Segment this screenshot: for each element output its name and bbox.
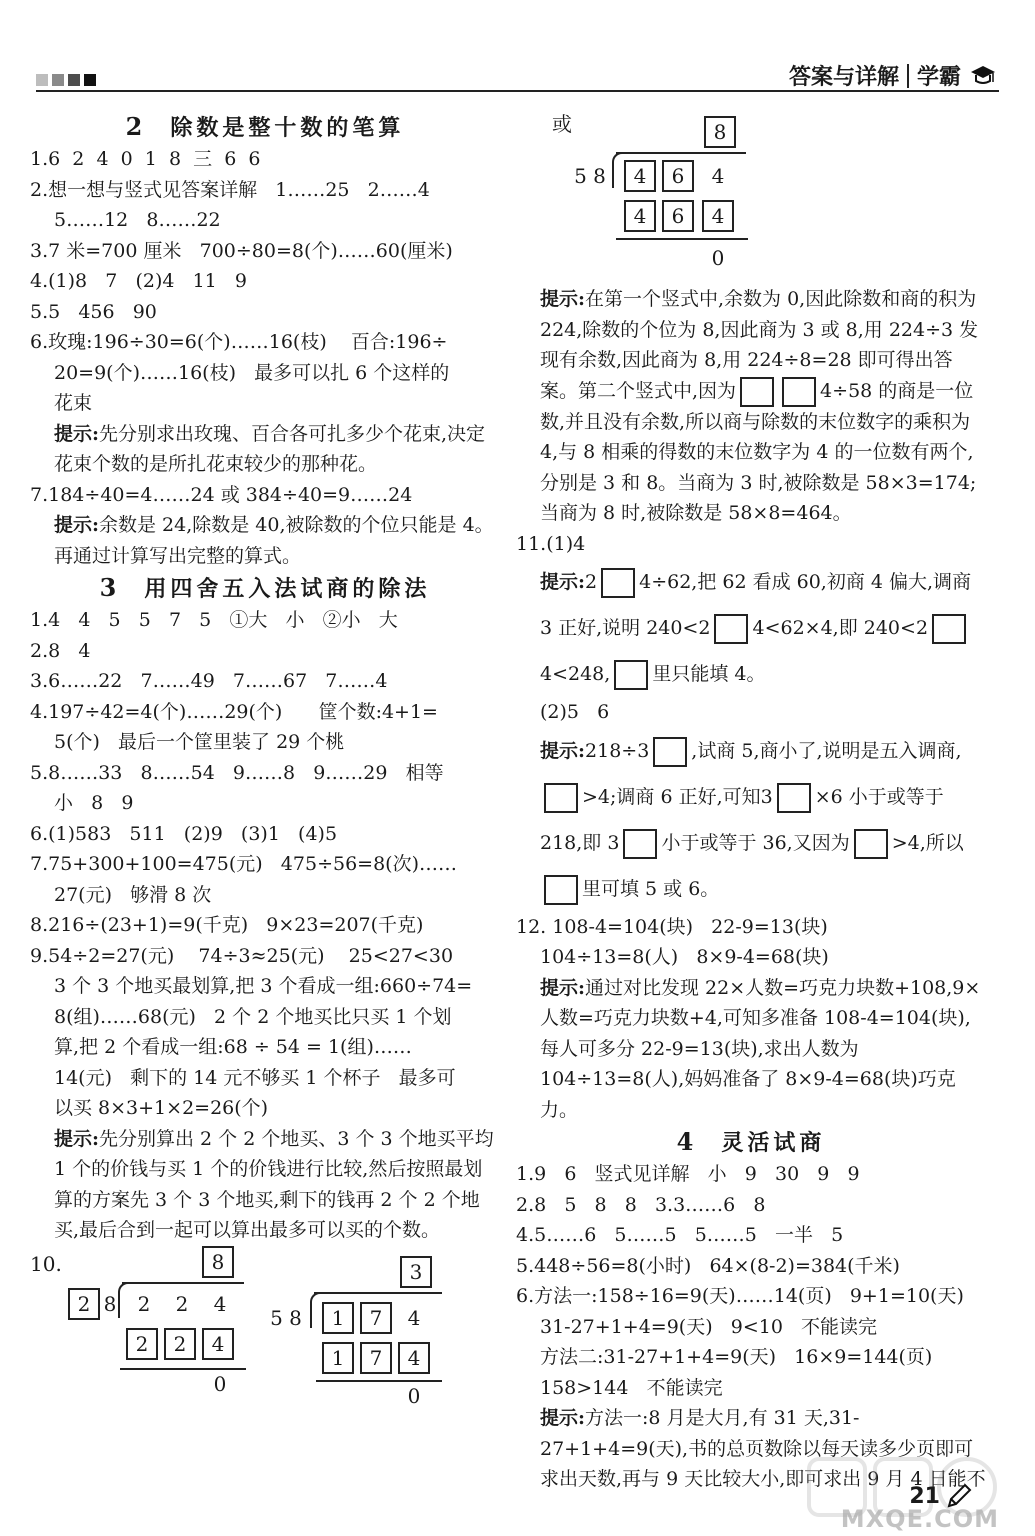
division-bracket xyxy=(310,1292,322,1328)
remainder-digit: 0 xyxy=(213,1371,227,1396)
blank-box xyxy=(714,614,748,644)
product-box: 6 xyxy=(662,200,694,232)
answer-line: 5.448÷56=8(小时) 64×(8-2)=384(千米) xyxy=(516,1254,900,1277)
header-title xyxy=(789,60,995,91)
section-2-title xyxy=(30,110,500,144)
blank-box xyxy=(777,783,811,813)
dividend-digit: 4 xyxy=(407,1305,421,1330)
hint-text: 调商, xyxy=(917,739,962,762)
answer-line: 6.方法一:158÷16=9(天)……14(页) 9+1=10(天) xyxy=(516,1285,964,1307)
section-2-answers xyxy=(30,144,500,571)
section-number: 2 xyxy=(125,112,147,141)
section-title-text: 除数是整十数的笔算 xyxy=(170,115,405,141)
dividend-digit: 2 xyxy=(175,1291,189,1316)
header-brand: 学霸 xyxy=(916,65,961,90)
hint-text: 里只能填 4。 xyxy=(652,663,766,685)
divisor-digits: 5 8 xyxy=(270,1305,302,1330)
hint-text: >4,所以 xyxy=(891,831,964,854)
hint-label: 提示: xyxy=(540,739,586,762)
division-bar xyxy=(122,1282,244,1284)
hint-paragraph-q11-2 xyxy=(516,728,986,912)
hint-text: 或等于 218,即 3 xyxy=(540,785,944,854)
hint-text: 218÷3 xyxy=(585,739,650,762)
division-bracket xyxy=(612,152,624,188)
divisor-digit: 8 xyxy=(103,1291,117,1316)
section-3-title xyxy=(30,571,500,605)
graduation-hat-icon xyxy=(969,64,995,88)
quotient-box: 3 xyxy=(400,1256,432,1288)
hint-label: 提示: xyxy=(540,571,586,593)
blank-box xyxy=(601,568,635,598)
hint-paragraph-q10 xyxy=(516,284,986,529)
hint-text: 方法一:8 月是大月,有 31 天,31-27+1+4=9(天),书的总页数除以每天读多少页即可求出天数,再与 9 天比较大小,即可求出 9 月 4 日能不 xyxy=(540,1407,986,1490)
hint-text: 4<248, xyxy=(540,663,611,685)
hint-label: 提示: xyxy=(54,1127,100,1150)
answer-line: 9.54÷2=27(元) 74÷3≈25(元) 25<27<30 xyxy=(30,944,454,967)
answer-line: 1.9 6 竖式见详解 小 9 30 9 9 xyxy=(516,1163,860,1185)
hint-paragraph-q12 xyxy=(516,973,986,1126)
hint-text: 小于或等于 36,又因为 xyxy=(661,831,850,854)
hint-text: 4<62×4,即 240< xyxy=(752,617,916,639)
header-separator xyxy=(907,64,909,88)
answer-line: 方法二:31-27+1+4=9(天) 16×9=144(页) xyxy=(540,1346,933,1368)
hint-text: 先分别算出 2 个 2 个地买、3 个 3 个地买平均 1 个的价钱与买 1 个的价钱进行比较,然后按照最划算的方案先 3 个 3 个地买,剩下的钱再 2 个 2 个地买,最后合到一起可以算出最多可以买的个数。 xyxy=(54,1127,494,1241)
answer-line: 4.5……6 5……5 5……5 一半 5 xyxy=(516,1224,844,1246)
product-box: 4 xyxy=(624,200,656,232)
right-column xyxy=(516,110,986,1495)
answer-line: 8.216÷(23+1)=9(千克) 9×23=207(千克) xyxy=(30,914,424,936)
answer-line: 2.8 4 xyxy=(30,639,91,662)
hint-text: 先分别求出玫瑰、百合各可扎多少个花束,决定花束个数的是所扎花束较少的那种花。 xyxy=(54,422,486,475)
header-rule xyxy=(36,90,999,92)
or-label: 或 xyxy=(552,112,572,136)
answer-line: 小 8 9 xyxy=(54,792,134,814)
blank-box xyxy=(614,660,648,690)
header-squares xyxy=(36,74,96,86)
alternative-division xyxy=(516,110,986,270)
hint-label: 提示: xyxy=(54,422,100,445)
quotient-box: 8 xyxy=(202,1246,234,1278)
answer-line: 11.(1)4 xyxy=(516,532,586,555)
answer-line: 104÷13=8(人) 8×9-4=68(块) xyxy=(540,946,829,968)
answer-line: 1.4 4 5 5 7 5 ①大 小 ②小 大 xyxy=(30,609,398,631)
hint-paragraph xyxy=(30,419,500,480)
hint-paragraph xyxy=(30,510,500,571)
answer-line: 5(个) 最后一个筐里装了 29 个桃 xyxy=(54,731,345,753)
answer-line: 14(元) 剩下的 14 元不够买 1 个杯子 最多可 xyxy=(54,1066,456,1089)
product-box: 4 xyxy=(398,1342,430,1374)
question-10-divisions xyxy=(30,1246,500,1408)
answer-line: 31-27+1+4=9(天) 9<10 不能读完 xyxy=(540,1315,878,1338)
answer-line: 3.6……22 7……49 7……67 7……4 xyxy=(30,670,388,692)
hint-text: 里可填 5 或 6。 xyxy=(582,877,720,900)
blank-box xyxy=(544,783,578,813)
hint-text: 2 xyxy=(915,617,929,639)
hint-text: 58 的商是一位数,并且没有余数,所以商与除数的末位数字的乘积为 4,与 8 相乘的得数的末位数字为 4 的一位数有两个,分别是 3 和 8。当商为 3 时,被除数是 58×3=174;当商为 8 时,被除数是 58×8=464。 xyxy=(540,379,977,524)
header-square xyxy=(36,74,48,86)
dividend-digit: 4 xyxy=(711,164,725,188)
hint-text: ×6 小于 xyxy=(814,785,887,808)
answer-line: 1.6 2 4 0 1 8 三 6 6 xyxy=(30,148,261,170)
hint-text: 4÷ xyxy=(820,379,849,402)
answer-line: 花束 xyxy=(54,392,93,414)
page-number: 21 xyxy=(909,1484,940,1509)
answer-line: 5……12 8……22 xyxy=(54,209,221,231)
answer-line: 7.184÷40=4……24 或 384÷40=9……24 xyxy=(30,483,413,506)
remainder-digit: 0 xyxy=(407,1383,421,1408)
hint-paragraph xyxy=(30,1124,500,1246)
answer-line: 27(元) 够滑 8 次 xyxy=(54,883,212,906)
hint-label: 提示: xyxy=(54,514,100,536)
hint-text: ,试商 5,商小了,说明是五入 xyxy=(691,739,918,762)
hint-text: 2 xyxy=(585,571,598,593)
dividend-box: 1 xyxy=(322,1302,354,1334)
hint-label: 提示: xyxy=(540,976,586,999)
section-title-text: 灵活试商 xyxy=(721,1130,826,1156)
blank-box xyxy=(653,737,687,767)
hint-text: 商 3 正好,说明 240<2 xyxy=(540,571,972,639)
quotient-box: 8 xyxy=(704,116,736,148)
hint-text: >4;调商 6 正好,可知3 xyxy=(582,785,773,808)
answer-line: 7.75+300+100=475(元) 475÷56=8(次)…… xyxy=(30,853,457,875)
answer-line: 6.(1)583 511 (2)9 (3)1 (4)5 xyxy=(30,822,338,845)
answer-line: 2.想一想与竖式见答案详解 1……25 2……4 xyxy=(30,178,430,201)
hint-text: 4÷62,把 62 看成 60,初商 4 偏大,调 xyxy=(639,571,953,593)
blank-box xyxy=(544,875,578,905)
answer-line: 以买 8×3+1×2=26(个) xyxy=(54,1097,269,1119)
section-number: 3 xyxy=(99,573,121,602)
answer-line: (2)5 6 xyxy=(540,701,610,723)
pencil-icon xyxy=(945,1482,973,1510)
section-4-title xyxy=(516,1125,986,1159)
answer-line: 4.(1)8 7 (2)4 11 9 xyxy=(30,270,247,292)
left-column xyxy=(30,110,500,1408)
product-box: 1 xyxy=(322,1342,354,1374)
blank-box xyxy=(740,377,774,407)
divisor-box: 2 xyxy=(68,1288,100,1320)
product-box: 7 xyxy=(360,1342,392,1374)
header-section-label: 答案与详解 xyxy=(788,65,899,90)
answer-line: 2.8 5 8 8 3.3……6 8 xyxy=(516,1193,766,1216)
answer-line: 5.5 456 90 xyxy=(30,300,157,323)
hint-paragraph-q11-1 xyxy=(516,559,986,697)
dividend-box: 6 xyxy=(662,160,694,192)
answer-line: 6.玫瑰:196÷30=6(个)……16(枝) 百合:196÷ xyxy=(30,331,448,353)
hint-text: 通过对比发现 22×人数=巧克力块数+108,9×人数=巧克力块数+4,可知多准备 108-4=104(块),每人可多分 22-9=13(块),求出人数为 104÷13=8(人),妈妈准备了 8×9-4=68(块)巧克力。 xyxy=(540,976,981,1121)
dividend-box: 4 xyxy=(624,160,656,192)
answer-line: 4.197÷42=4(个)……29(个) 筐个数:4+1= xyxy=(30,700,438,723)
blank-box xyxy=(932,614,966,644)
section-3-answers xyxy=(30,605,500,1246)
answer-line: 12. 108-4=104(块) 22-9=13(块) xyxy=(516,915,828,938)
hint-label: 提示: xyxy=(540,1407,586,1429)
section-title-text: 用四舍五入法试商的除法 xyxy=(144,576,431,602)
remainder-digit: 0 xyxy=(711,246,725,270)
blank-box xyxy=(623,829,657,859)
divisor-digits: 5 8 xyxy=(574,164,606,188)
product-box: 4 xyxy=(202,1328,234,1360)
header-square xyxy=(52,74,64,86)
answer-line: 158>144 不能读完 xyxy=(540,1376,723,1399)
product-box: 2 xyxy=(126,1328,158,1360)
header-square xyxy=(84,74,96,86)
answer-line: 3 个 3 个地买最划算,把 3 个看成一组:660÷74= xyxy=(54,975,473,997)
answer-line: 3.7 米=700 厘米 700÷80=8(个)……60(厘米) xyxy=(30,239,453,262)
answer-line: 算,把 2 个看成一组:68 ÷ 54 = 1(组)…… xyxy=(54,1036,412,1058)
question-label: 10. xyxy=(30,1251,62,1276)
header-square xyxy=(68,74,80,86)
division-bar xyxy=(314,1292,442,1294)
hint-label: 提示: xyxy=(540,288,586,310)
answer-line: 5.8……33 8……54 9……8 9……29 相等 xyxy=(30,761,444,784)
dividend-digit: 2 xyxy=(137,1291,151,1316)
hint-text: 余数是 24,除数是 40,被除数的个位只能是 4。再通过计算写出完整的算式。 xyxy=(54,514,494,567)
product-box: 4 xyxy=(702,200,734,232)
watermark-text: MXQE.COM xyxy=(840,1505,999,1533)
section-number: 4 xyxy=(676,1127,698,1156)
blank-box xyxy=(854,829,888,859)
section-4-answers xyxy=(516,1159,986,1495)
hint-text: 在第一个竖式中,余数为 0,因此除数和商的积为 224,除数的个位为 8,因此商为 3 或 8,用 224÷3 发现有余数,因此商为 8,用 224÷8=28 即可得出答案。第二个竖式中,因为 xyxy=(540,288,979,402)
answer-line: 8(组)……68(元) 2 个 2 个地买比只买 1 个划 xyxy=(54,1005,452,1028)
division-bar xyxy=(616,152,746,154)
product-box: 2 xyxy=(164,1328,196,1360)
blank-box xyxy=(782,377,816,407)
answer-line: 20=9(个)……16(枝) 最多可以扎 6 个这样的 xyxy=(54,361,450,384)
dividend-digit: 4 xyxy=(213,1291,227,1316)
subtraction-bar xyxy=(616,238,748,240)
dividend-box: 7 xyxy=(360,1302,392,1334)
